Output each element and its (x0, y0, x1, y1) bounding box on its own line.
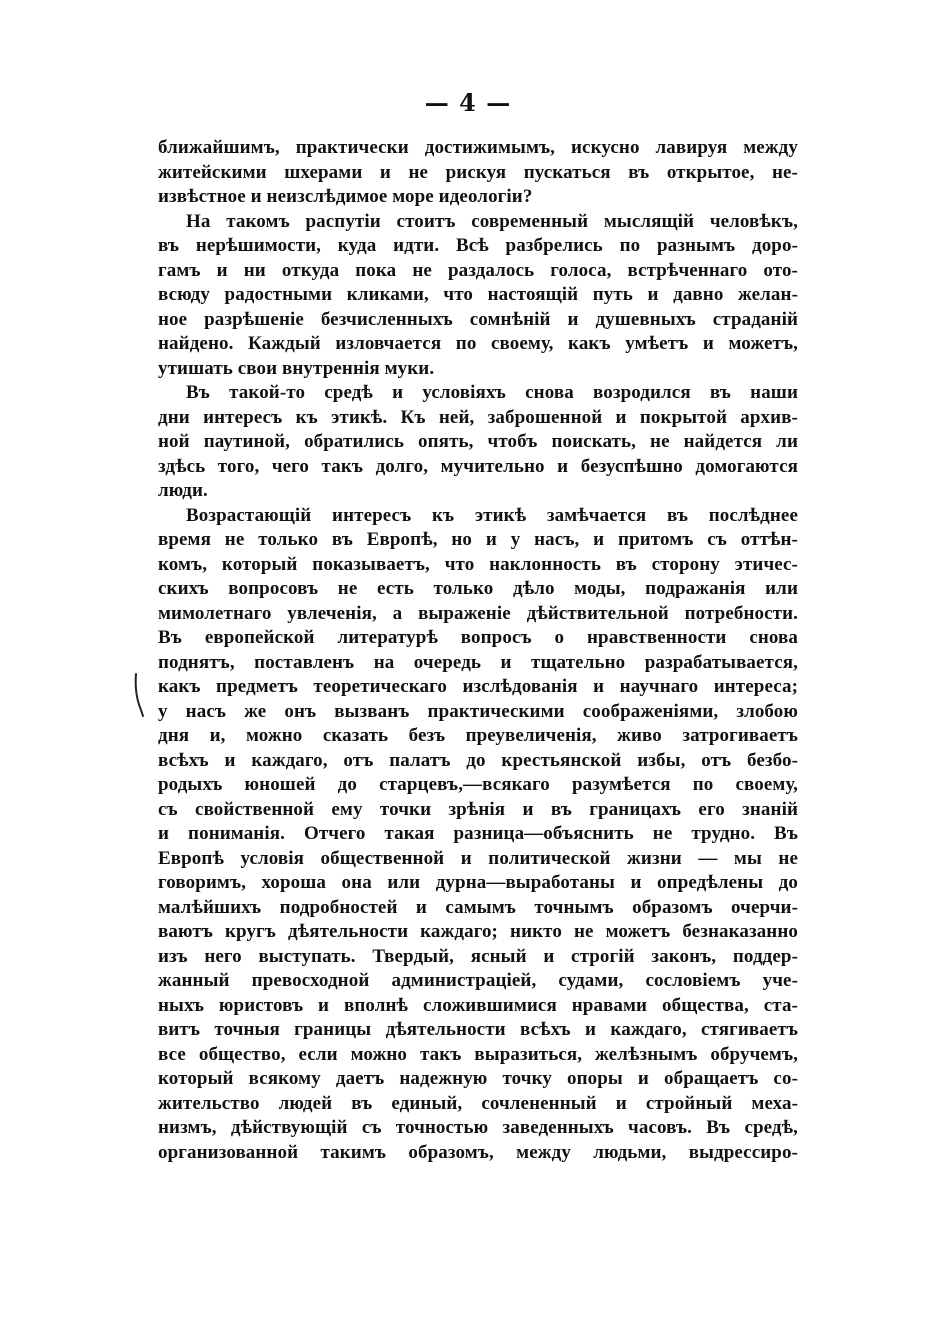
text-line: ной паутиной, обратились опять, чтобъ поискать, не найдется ли (158, 431, 798, 452)
text-line: Возрастающій интересъ къ этикѣ замѣчается въ послѣднее (186, 504, 798, 526)
text-line: всѣхъ и каждаго, отъ палатъ до крестьянской избы, отъ безбо- (158, 749, 798, 771)
text-line: люди. (158, 480, 208, 501)
text-line: и пониманія. Отчего такая разница—объяснить не трудно. Въ (158, 823, 798, 844)
text-line: На такомъ распутіи стоитъ современный мыслящій человѣкъ, (186, 210, 798, 232)
text-line: найдено. Каждый изловчается по своему, какъ умѣетъ и можетъ, (158, 333, 798, 354)
text-line: жительство людей въ единый, сочлененный и стройный меха- (158, 1092, 798, 1114)
text-line: который всякому даетъ надежную точку опоры и обращаетъ со- (158, 1068, 798, 1089)
text-line: родыхъ юношей до старцевъ,—всякаго разумѣется по своему, (158, 774, 798, 795)
text-line: житейскими шхерами и не рискуя пускаться въ открытое, не- (158, 161, 798, 183)
text-line: дни интересъ къ этикѣ. Къ ней, заброшенной и покрытой архив- (158, 406, 798, 428)
text-line: скихъ вопросовъ не есть только дѣло моды, подражанія или (158, 578, 798, 599)
text-line: у насъ же онъ вызванъ практическими соображеніями, злобою (158, 700, 798, 722)
text-line: мимолетнаго увлеченія, а выраженіе дѣйствительной потребности. (158, 602, 798, 624)
text-line: ваютъ кругъ дѣятельности каждаго; никто не можетъ безнаказанно (158, 921, 798, 942)
text-line: какъ предметъ теоретическаго изслѣдованія и научнаго интереса; (158, 676, 798, 697)
text-line: здѣсь того, чего такъ долго, мучительно и безуспѣшно домогаются (158, 455, 798, 477)
text-line: малѣйшихъ подробностей и самымъ точнымъ образомъ очерчи- (158, 896, 798, 918)
text-line: изъ него выступать. Твердый, ясный и строгій законъ, поддер- (158, 945, 798, 967)
text-line: Въ такой-то средѣ и условіяхъ снова возродился въ наши (186, 382, 798, 403)
text-line: дня и, можно сказать безъ преувеличенія, живо затрогиваетъ (158, 725, 798, 746)
text-line: въ нерѣшимости, куда идти. Всѣ разбрелись по разнымъ доро- (158, 235, 798, 256)
text-line: ныхъ юристовъ и вполнѣ сложившимися нравами общества, ста- (158, 994, 798, 1016)
text-line: жанный превосходной администраціей, судами, сословіемъ уче- (158, 970, 798, 991)
text-line: утишать свои внутреннія муки. (158, 357, 435, 379)
text-line: поднятъ, поставленъ на очередь и тщательно разрабатывается, (158, 651, 798, 673)
margin-pencil-mark (133, 672, 147, 718)
text-line: всюду радостными кликами, что настоящій путь и давно желан- (158, 284, 798, 305)
text-line: время не только въ Европѣ, но и у насъ, и притомъ съ оттѣн- (158, 529, 798, 550)
text-line: комъ, который показываетъ, что наклонность въ сторону этичес- (158, 553, 798, 575)
page-number: — 4 — (424, 88, 512, 117)
text-line: ное разрѣшеніе безчисленныхъ сомнѣній и душевныхъ страданій (158, 308, 798, 330)
text-line: Въ европейской литературѣ вопросъ о нравственности снова (158, 627, 798, 648)
text-line: все общество, если можно такъ выразиться, желѣзнымъ обручемъ, (158, 1043, 798, 1065)
text-line: витъ точныя границы дѣятельности всѣхъ и каждаго, стягиваетъ (158, 1019, 798, 1040)
text-line: съ свойственной ему точки зрѣнія и въ границахъ его знаній (158, 798, 798, 820)
text-line: ближайшимъ, практически достижимымъ, искусно лавируя между (158, 137, 798, 158)
text-line: низмъ, дѣйствующій съ точностью заведенныхъ часовъ. Въ средѣ, (158, 1117, 798, 1138)
text-line: гамъ и ни откуда пока не раздалось голоса, встрѣченнаго ото- (158, 259, 798, 281)
text-line: говоримъ, хороша она или дурна—выработаны и опредѣлены до (158, 872, 798, 893)
body-text (158, 136, 798, 1165)
text-line: Европѣ условія общественной и политической жизни — мы не (158, 847, 798, 869)
text-line: извѣстное и неизслѣдимое море идеологіи? (158, 186, 533, 207)
text-line: организованной такимъ образомъ, между людьми, выдрессиро- (158, 1141, 798, 1163)
